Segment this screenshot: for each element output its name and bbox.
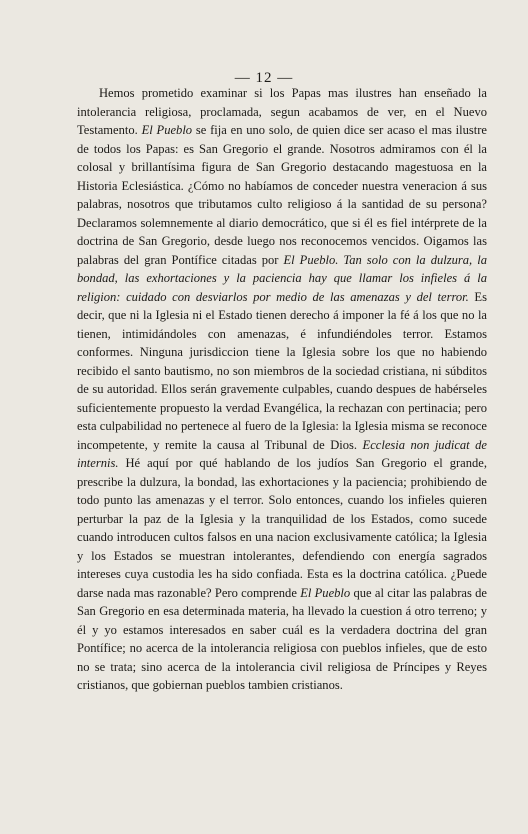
italic-text-segment: El Pueblo: [141, 123, 193, 137]
text-segment: que al citar las palabras de San Gregorio en esa determinada materia, ha llevado la cuestion á otro terreno; y él y yo estamos interesados en saber cuál es la verdadera doctrina del gran Pontífice; no acerca de la intolerancia religiosa con pueblos infieles, que de esto no se trata; sino acerca de la intolerancia civil religiosa de Príncipes y Reyes cristianos, que gobiernan pueblos tambien cristianos.: [77, 585, 487, 692]
italic-text-segment: El Pueblo: [300, 585, 351, 600]
text-segment: Hé aquí por qué hablando de los judíos San Gregorio el grande, prescribe la dulzura, la bondad, las exhortaciones y la paciencia; prohibiendo de todo punto las amenazas y el terror. Solo entonces, cuando los infieles quieren perturbar la paz de la Iglesia y la tranquilidad de los Estados, como sucede cuando introducen cultos falsos en una nacion exclusivamente católica; la Iglesia y los Estados se muestran intolerantes, defendiendo con energía sagrados intereses cuya custodia les ha sido confiada. Esta es la doctrina católica. ¿Puede darse nada mas razonable? Pero comprende: [77, 456, 487, 600]
italic-text-segment: El Pueblo. Tan solo con la dulzura, la bondad, las exhortaciones y la paciencia hay que llamar los infieles á la religion: cuidado con desviarlos por medio de las amenazas y del terror.: [77, 252, 487, 304]
text-segment: Es decir, que ni la Iglesia ni el Estado tienen derecho á imponer la fé á los que no la tienen, intimidándoles con amenazas, é infundiéndoles terror. Estamos conformes. Ninguna jurisdiccion tiene la Iglesia sobre los que no habiendo recibido el santo bautismo, no son miembros de la sociedad cristiana, ni súbditos de su autoridad. Ellos serán gravemente culpables, cuando despues de habérseles suficientemente propuesto la verdad Evangélica, la rechazan con pertinacia; pero esta culpabilidad no pertenece al fuero de la Iglesia: la Iglesia misma se reconoce incompetente, y remite la causa al Tribunal de Dios.: [77, 289, 487, 452]
italic-text-segment: Ecclesia non judicat de internis.: [77, 437, 487, 470]
text-segment: se fija en uno solo, de quien dice ser acaso el mas ilustre de todos los Papas: es San Gregorio el grande. Nosotros admiramos con él la colosal y brillantísima figura de San Gregorio destacando magestuosa en la Historia Eclesiástica. ¿Cómo no habíamos de conceder nuestra veneracion á sus palabras, nosotros que tributamos culto religioso á la santidad de su persona? Declaramos solemnemente al diario democrático, que si él es fiel intérprete de la doctrina de San Gregorio, desde luego nos reconocemos vencidos. Oigamos las palabras del gran Pontífice citadas por: [77, 123, 487, 267]
text-segment: Hemos prometido examinar si los Papas mas ilustres han enseñado la intolerancia religiosa, proclamada, segun acabamos de ver, en el Nuevo Testamento.: [77, 86, 487, 137]
page-number: — 12 —: [234, 70, 294, 86]
body-paragraph: [77, 84, 487, 695]
